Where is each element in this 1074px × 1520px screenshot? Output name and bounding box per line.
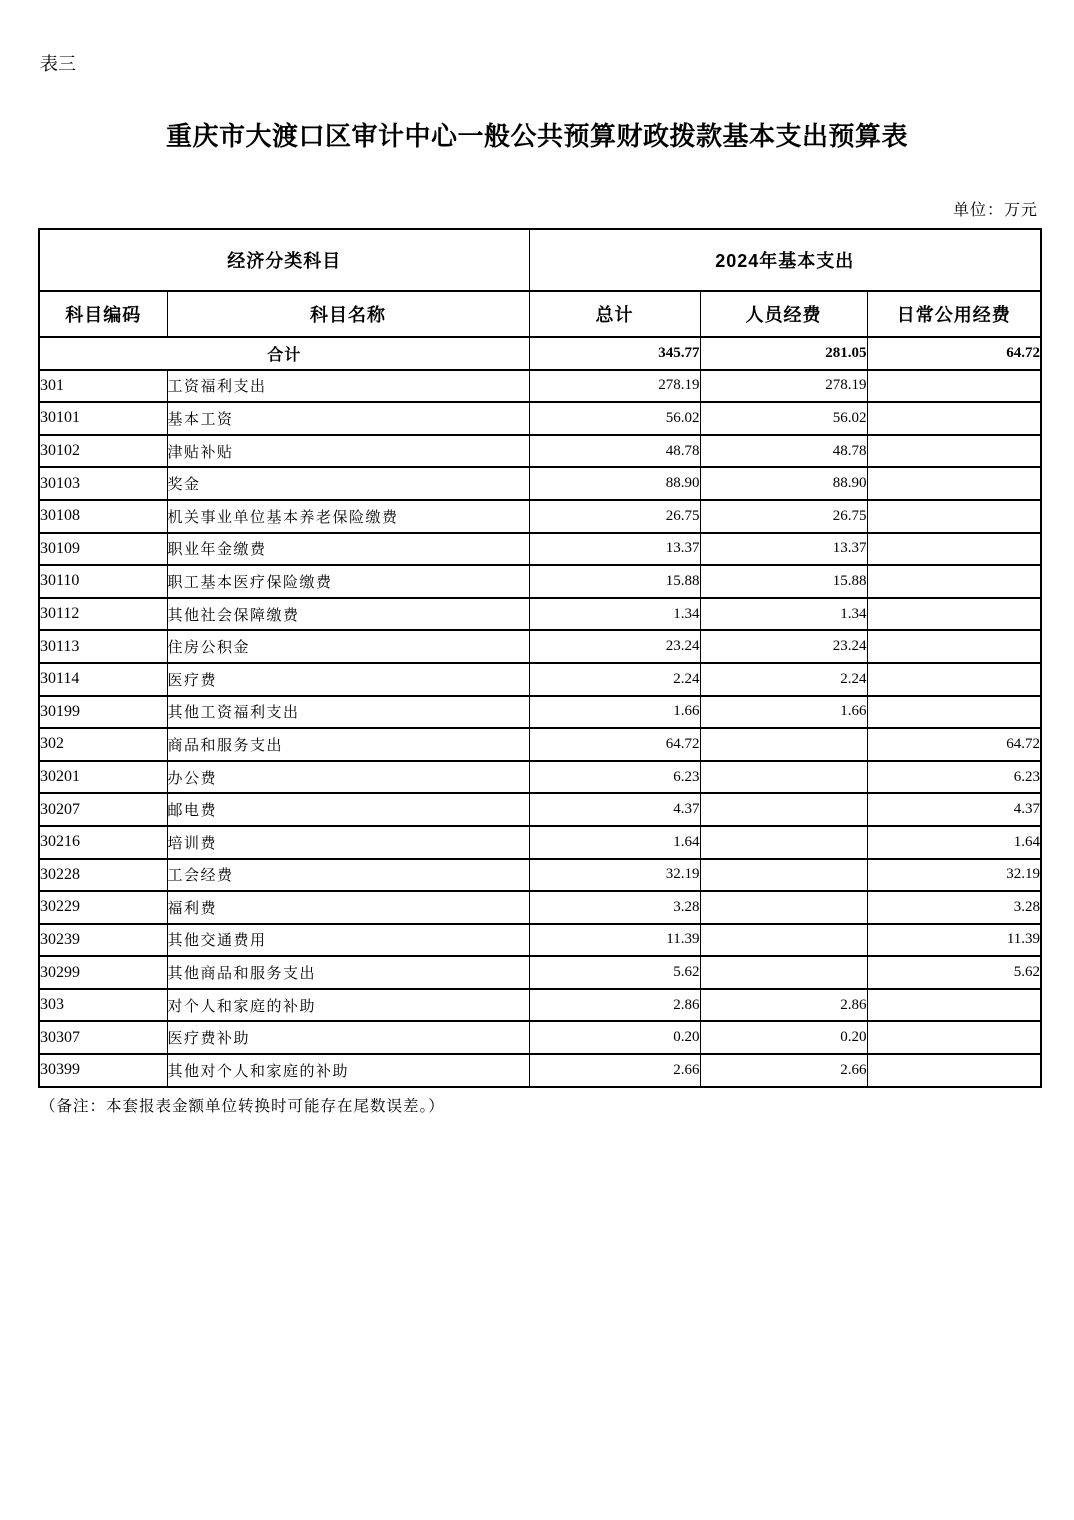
subject-name-cell: 工资福利支出 — [167, 370, 529, 403]
subject-name-cell: 医疗费补助 — [167, 1021, 529, 1054]
daily-expense-cell — [867, 1054, 1041, 1087]
total-cell: 26.75 — [529, 500, 700, 533]
table-row — [39, 956, 1041, 989]
subject-code-cell: 30201 — [39, 761, 167, 794]
subject-name-cell: 培训费 — [167, 826, 529, 859]
subject-code-cell: 30229 — [39, 891, 167, 924]
total-cell: 4.37 — [529, 793, 700, 826]
subject-name-cell: 办公费 — [167, 761, 529, 794]
daily-expense-cell — [867, 630, 1041, 663]
total-cell: 1.34 — [529, 598, 700, 631]
personnel-cell: 0.20 — [700, 1021, 867, 1054]
total-cell: 1.64 — [529, 826, 700, 859]
subject-name-cell: 商品和服务支出 — [167, 728, 529, 761]
table-row — [39, 467, 1041, 500]
table-row — [39, 793, 1041, 826]
table-row — [39, 565, 1041, 598]
subject-code-cell: 30108 — [39, 500, 167, 533]
total-cell: 64.72 — [529, 728, 700, 761]
daily-expense-cell — [867, 1021, 1041, 1054]
table-row — [39, 696, 1041, 729]
subject-code-cell: 30399 — [39, 1054, 167, 1087]
personnel-cell — [700, 728, 867, 761]
table-number-label: 表三 — [40, 54, 76, 74]
subject-code-cell: 30239 — [39, 924, 167, 957]
col-header-daily-expense: 日常公用经费 — [867, 291, 1041, 337]
table-row — [39, 435, 1041, 468]
personnel-cell — [700, 859, 867, 892]
total-cell: 2.66 — [529, 1054, 700, 1087]
table-row — [39, 989, 1041, 1022]
daily-expense-cell — [867, 500, 1041, 533]
total-cell: 23.24 — [529, 630, 700, 663]
total-cell: 6.23 — [529, 761, 700, 794]
subject-code-cell: 30207 — [39, 793, 167, 826]
subject-code-cell: 30102 — [39, 435, 167, 468]
page-title: 重庆市大渡口区审计中心一般公共预算财政拨款基本支出预算表 — [165, 122, 908, 151]
table-row — [39, 1054, 1041, 1087]
daily-expense-cell: 64.72 — [867, 728, 1041, 761]
subject-code-cell: 30112 — [39, 598, 167, 631]
total-cell: 2.86 — [529, 989, 700, 1022]
subject-code-cell: 303 — [39, 989, 167, 1022]
subject-name-cell: 职工基本医疗保险缴费 — [167, 565, 529, 598]
daily-expense-cell — [867, 533, 1041, 566]
table-row — [39, 728, 1041, 761]
table-row — [39, 924, 1041, 957]
table-row — [39, 630, 1041, 663]
personnel-cell: 2.66 — [700, 1054, 867, 1087]
daily-expense-cell — [867, 696, 1041, 729]
table-row — [39, 1021, 1041, 1054]
daily-expense-cell: 11.39 — [867, 924, 1041, 957]
subject-name-cell: 福利费 — [167, 891, 529, 924]
daily-expense-cell: 3.28 — [867, 891, 1041, 924]
total-row-total: 345.77 — [529, 337, 700, 370]
col-header-personnel: 人员经费 — [700, 291, 867, 337]
subject-name-cell: 医疗费 — [167, 663, 529, 696]
subject-name-cell: 住房公积金 — [167, 630, 529, 663]
subject-name-cell: 其他社会保障缴费 — [167, 598, 529, 631]
subject-code-cell: 30101 — [39, 402, 167, 435]
subject-code-cell: 30113 — [39, 630, 167, 663]
subject-name-cell: 工会经费 — [167, 859, 529, 892]
table-row — [39, 500, 1041, 533]
subject-name-cell: 其他商品和服务支出 — [167, 956, 529, 989]
subject-code-cell: 30114 — [39, 663, 167, 696]
personnel-cell: 1.34 — [700, 598, 867, 631]
subject-code-cell: 30299 — [39, 956, 167, 989]
subject-code-cell: 30103 — [39, 467, 167, 500]
personnel-cell: 1.66 — [700, 696, 867, 729]
daily-expense-cell: 1.64 — [867, 826, 1041, 859]
daily-expense-cell — [867, 467, 1041, 500]
total-cell: 15.88 — [529, 565, 700, 598]
total-cell: 56.02 — [529, 402, 700, 435]
subject-name-cell: 津贴补贴 — [167, 435, 529, 468]
personnel-cell — [700, 826, 867, 859]
table-row — [39, 370, 1041, 403]
col-header-subject-code: 科目编码 — [39, 291, 167, 337]
table-row — [39, 598, 1041, 631]
subject-name-cell: 奖金 — [167, 467, 529, 500]
personnel-cell — [700, 761, 867, 794]
personnel-cell: 2.86 — [700, 989, 867, 1022]
total-cell: 278.19 — [529, 370, 700, 403]
personnel-cell — [700, 793, 867, 826]
personnel-cell: 13.37 — [700, 533, 867, 566]
subject-code-cell: 302 — [39, 728, 167, 761]
header-2024-basic-expenditure: 2024年基本支出 — [529, 229, 1041, 291]
daily-expense-cell — [867, 598, 1041, 631]
col-header-subject-name: 科目名称 — [167, 291, 529, 337]
subject-code-cell: 30307 — [39, 1021, 167, 1054]
table-row — [39, 761, 1041, 794]
total-cell: 2.24 — [529, 663, 700, 696]
footnote: （备注：本套报表金额单位转换时可能存在尾数误差。） — [40, 1098, 445, 1115]
subject-name-cell: 职业年金缴费 — [167, 533, 529, 566]
subject-name-cell: 其他工资福利支出 — [167, 696, 529, 729]
table-row — [39, 533, 1041, 566]
subject-code-cell: 30110 — [39, 565, 167, 598]
subject-code-cell: 30216 — [39, 826, 167, 859]
personnel-cell — [700, 924, 867, 957]
header-economic-classification: 经济分类科目 — [39, 229, 529, 291]
table-row — [39, 891, 1041, 924]
daily-expense-cell: 6.23 — [867, 761, 1041, 794]
personnel-cell: 278.19 — [700, 370, 867, 403]
daily-expense-cell — [867, 402, 1041, 435]
subject-name-cell: 邮电费 — [167, 793, 529, 826]
daily-expense-cell — [867, 989, 1041, 1022]
subject-name-cell: 其他交通费用 — [167, 924, 529, 957]
personnel-cell: 56.02 — [700, 402, 867, 435]
subject-name-cell: 其他对个人和家庭的补助 — [167, 1054, 529, 1087]
total-cell: 48.78 — [529, 435, 700, 468]
subject-name-cell: 机关事业单位基本养老保险缴费 — [167, 500, 529, 533]
subject-code-cell: 30199 — [39, 696, 167, 729]
personnel-cell — [700, 891, 867, 924]
total-row-personnel: 281.05 — [700, 337, 867, 370]
total-cell: 3.28 — [529, 891, 700, 924]
personnel-cell: 88.90 — [700, 467, 867, 500]
total-row-label: 合计 — [39, 337, 529, 370]
subject-code-cell: 30109 — [39, 533, 167, 566]
total-cell: 5.62 — [529, 956, 700, 989]
header-columns-row — [39, 291, 1041, 337]
table-header — [39, 229, 1041, 337]
header-group-row — [39, 229, 1041, 291]
subject-name-cell: 对个人和家庭的补助 — [167, 989, 529, 1022]
table-row — [39, 663, 1041, 696]
personnel-cell — [700, 956, 867, 989]
personnel-cell: 15.88 — [700, 565, 867, 598]
budget-table — [38, 228, 1042, 1088]
daily-expense-cell — [867, 370, 1041, 403]
daily-expense-cell — [867, 663, 1041, 696]
subject-code-cell: 301 — [39, 370, 167, 403]
subject-code-cell: 30228 — [39, 859, 167, 892]
daily-expense-cell: 32.19 — [867, 859, 1041, 892]
total-cell: 88.90 — [529, 467, 700, 500]
total-cell: 11.39 — [529, 924, 700, 957]
total-cell: 32.19 — [529, 859, 700, 892]
col-header-total: 总计 — [529, 291, 700, 337]
total-cell: 0.20 — [529, 1021, 700, 1054]
daily-expense-cell: 5.62 — [867, 956, 1041, 989]
total-cell: 13.37 — [529, 533, 700, 566]
daily-expense-cell — [867, 565, 1041, 598]
personnel-cell: 48.78 — [700, 435, 867, 468]
total-cell: 1.66 — [529, 696, 700, 729]
personnel-cell: 23.24 — [700, 630, 867, 663]
table-row — [39, 402, 1041, 435]
table-row — [39, 826, 1041, 859]
daily-expense-cell — [867, 435, 1041, 468]
daily-expense-cell: 4.37 — [867, 793, 1041, 826]
table-row — [39, 859, 1041, 892]
personnel-cell: 26.75 — [700, 500, 867, 533]
personnel-cell: 2.24 — [700, 663, 867, 696]
unit-label: 单位：万元 — [952, 202, 1038, 219]
subject-name-cell: 基本工资 — [167, 402, 529, 435]
total-row-daily: 64.72 — [867, 337, 1041, 370]
total-row — [39, 337, 1041, 370]
table-body — [39, 337, 1041, 1087]
